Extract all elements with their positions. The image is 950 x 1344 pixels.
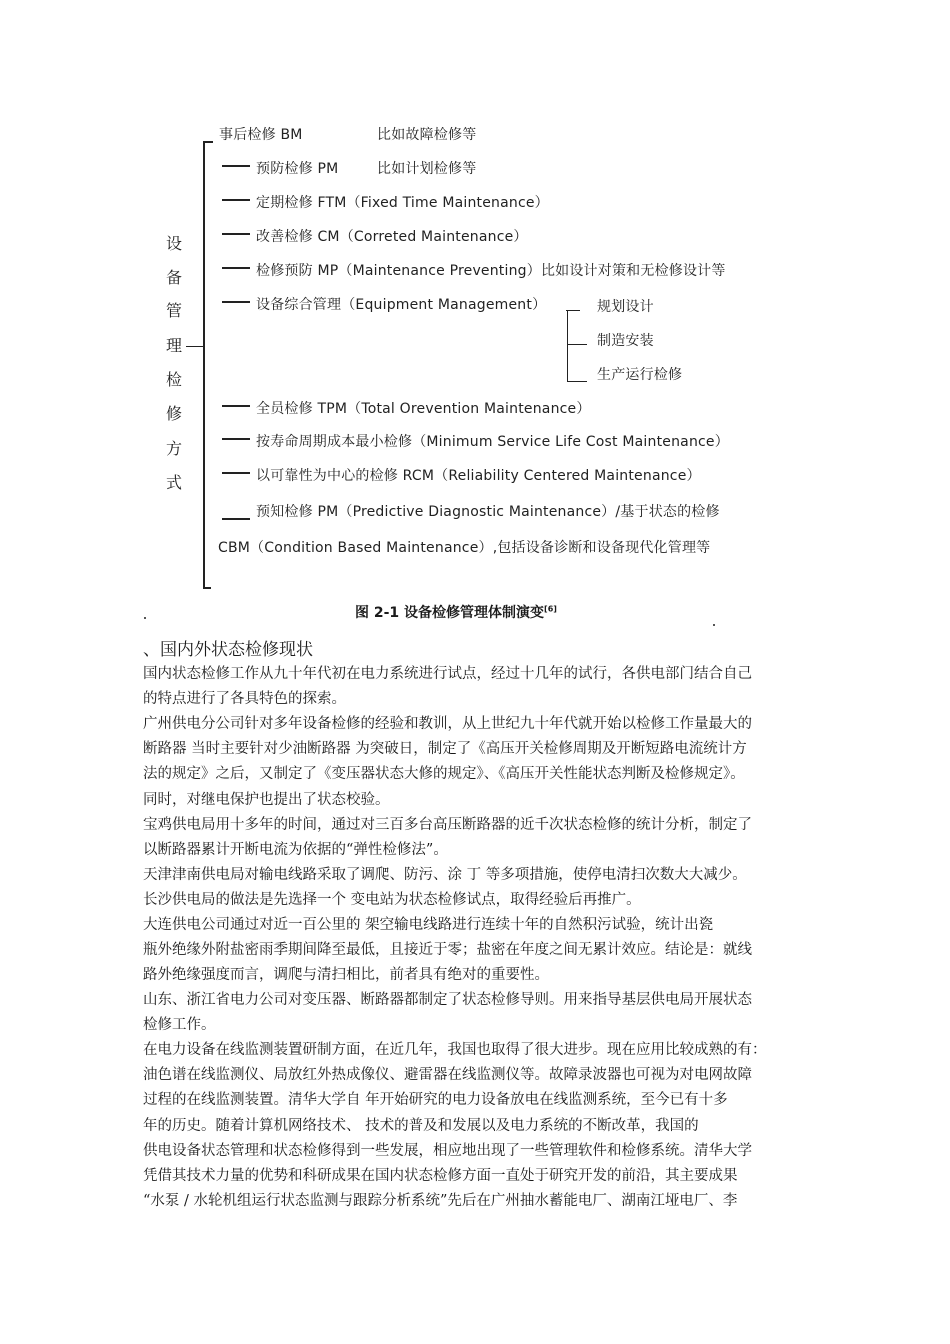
vertical-label-char: 修 <box>166 404 183 423</box>
diagram-branch-line <box>222 233 250 235</box>
figure-caption <box>355 602 557 622</box>
diagram-bracket-bottom-tick <box>203 587 211 589</box>
diagram-item: 以可靠性为中心的检修 RCM（Reliability Centered Maintenance） <box>256 468 701 484</box>
diagram-branch-line <box>222 438 250 440</box>
vertical-label-char: 管 <box>166 301 183 320</box>
paragraph-line: 长沙供电局的做法是先选择一个 变电站为状态检修试点，取得经验后再推广。 <box>143 892 641 908</box>
diagram-item <box>256 158 477 178</box>
paragraph-line: 广州供电分公司针对多年设备检修的经验和教训，从上世纪九十年代就开始以检修工作量最大的 <box>143 716 752 732</box>
diagram-branch-line <box>222 518 250 520</box>
paragraph-line: 供电设备状态管理和状态检修得到一些发展，相应地出现了一些管理软件和检修系统。清华大学 <box>143 1142 752 1159</box>
diagram-sub-branch <box>567 344 587 345</box>
paragraph-line: 同时，对继电保护也提出了状态校验。 <box>143 791 390 808</box>
diagram-item: 检修预防 MP（Maintenance Preventing）比如设计对策和无检修设计等 <box>256 263 726 279</box>
vertical-label-char: 式 <box>166 473 183 492</box>
paragraph-line: 检修工作。 <box>143 1017 216 1034</box>
paragraph-line: 大连供电公司通过对近一百公里的 架空输电线路进行连续十年的自然积污试验，统计出瓷 <box>143 917 714 933</box>
body-paragraph <box>143 712 808 813</box>
diagram-item: 预知检修 PM（Predictive Diagnostic Maintenance）/基于状态的检修 <box>256 504 720 520</box>
diagram-branch-line <box>222 472 250 474</box>
body-paragraph <box>143 1038 808 1214</box>
figure-caption-ref: [6] <box>544 604 557 614</box>
diagram-item-continuation: CBM（Condition Based Maintenance）,包括设备诊断和设备现代化管理等 <box>218 540 711 556</box>
diagram-branch-line <box>222 165 250 167</box>
diagram-item: 全员检修 TPM（Total Orevention Maintenance） <box>256 401 591 417</box>
paragraph-line: 瓶外绝缘外附盐密雨季期间降至最低，且接近于零；盐密在年度之间无累计效应。结论是：就线 <box>143 942 752 959</box>
vertical-label-char: 理 <box>166 336 183 355</box>
diagram-item: 定期检修 FTM（Fixed Time Maintenance） <box>256 195 549 211</box>
figure-caption-text: 图 2-1 设备检修管理体制演变 <box>355 605 545 621</box>
diagram-sub-connector <box>566 310 580 311</box>
diagram-item-label: 预防检修 PM <box>256 161 339 177</box>
scan-speck <box>144 617 146 619</box>
diagram-bracket-top-tick <box>203 141 213 143</box>
diagram-label-connector <box>186 346 204 347</box>
paragraph-line: 天津津南供电局对输电线路采取了调爬、防污、涂 丁 等多项措施，使停电清扫次数大大减少。 <box>143 867 747 883</box>
diagram-sub-branch <box>567 381 587 382</box>
paragraph-line: 法的规定》之后，又制定了《变压器状态大修的规定》、《高压开关性能状态判断及检修规定》。 <box>143 766 745 783</box>
diagram-item: 改善检修 CM（Correted Maintenance） <box>256 229 528 245</box>
diagram-item-note: 比如计划检修等 <box>377 161 477 177</box>
scan-speck <box>713 624 715 626</box>
vertical-label-char: 备 <box>166 268 183 287</box>
paragraph-line: 年的历史。随着计算机网络技术、 技术的普及和发展以及电力系统的不断改革，我国的 <box>143 1117 699 1134</box>
paragraph-line: 山东、浙江省电力公司对变压器、断路器都制定了状态检修导则。用来指导基层供电局开展状态 <box>143 992 752 1008</box>
diagram-branch-line <box>222 199 250 201</box>
diagram-branch-line <box>222 405 250 407</box>
body-paragraph <box>143 888 808 913</box>
body-paragraph <box>143 988 808 1038</box>
diagram-item: 按寿命周期成本最小检修（Minimum Service Life Cost Maintenance） <box>256 434 729 450</box>
body-paragraph <box>143 662 808 712</box>
diagram-item: 设备综合管理（Equipment Management） <box>256 297 547 313</box>
paragraph-line: 凭借其技术力量的优势和科研成果在国内状态检修方面一直处于研究开发的前沿，其主要成果 <box>143 1168 738 1185</box>
paragraph-line: “水泵 / 水轮机组运行状态监测与跟踪分析系统”先后在广州抽水蓄能电厂、湖南江垭电厂、李 <box>143 1193 738 1210</box>
section-title: 、国内外状态检修现状 <box>143 640 313 660</box>
vertical-label-char: 设 <box>166 234 183 253</box>
body-paragraph <box>143 913 808 989</box>
diagram-sub-item: 规划设计 <box>597 299 654 315</box>
body-paragraph <box>143 813 808 863</box>
diagram-branch-line <box>222 301 250 303</box>
vertical-label-char: 检 <box>166 370 183 389</box>
diagram-sub-item: 生产运行检修 <box>597 367 683 383</box>
paragraph-line: 油色谱在线监测仪、局放红外热成像仪、避雷器在线监测仪等。故障录波器也可视为对电网故障 <box>143 1067 752 1084</box>
diagram-item-label: 事后检修 BM <box>219 127 303 143</box>
paragraph-line: 过程的在线监测装置。清华大学自 年开始研究的电力设备放电在线监测系统，至今已有十多 <box>143 1092 728 1109</box>
diagram-sub-bracket <box>567 310 568 382</box>
paragraph-line: 以断路器累计开断电流为依据的“弹性检修法”。 <box>143 842 448 859</box>
diagram-main-bracket <box>203 141 205 589</box>
diagram-item-note: 比如故障检修等 <box>377 127 477 143</box>
diagram-item <box>219 124 477 144</box>
diagram-branch-line <box>222 267 250 269</box>
paragraph-line: 的特点进行了各具特色的探索。 <box>143 691 346 708</box>
body-paragraph <box>143 863 808 888</box>
paragraph-line: 在电力设备在线监测装置研制方面，在近几年，我国也取得了很大进步。现在应用比较成熟的有： <box>143 1042 767 1058</box>
paragraph-line: 宝鸡供电局用十多年的时间，通过对三百多台高压断路器的近千次状态检修的统计分析，制定了 <box>143 817 752 833</box>
diagram-sub-item: 制造安装 <box>597 333 654 349</box>
paragraph-line: 断路器 当时主要针对少油断路器 为突破日，制定了《高压开关检修周期及开断短路电流统计方 <box>143 741 747 758</box>
paragraph-line: 国内状态检修工作从九十年代初在电力系统进行试点，经过十几年的试行，各供电部门结合自己 <box>143 666 752 682</box>
paragraph-line: 路外绝缘强度而言，调爬与清扫相比，前者具有绝对的重要性。 <box>143 967 549 984</box>
vertical-label-char: 方 <box>166 439 183 458</box>
